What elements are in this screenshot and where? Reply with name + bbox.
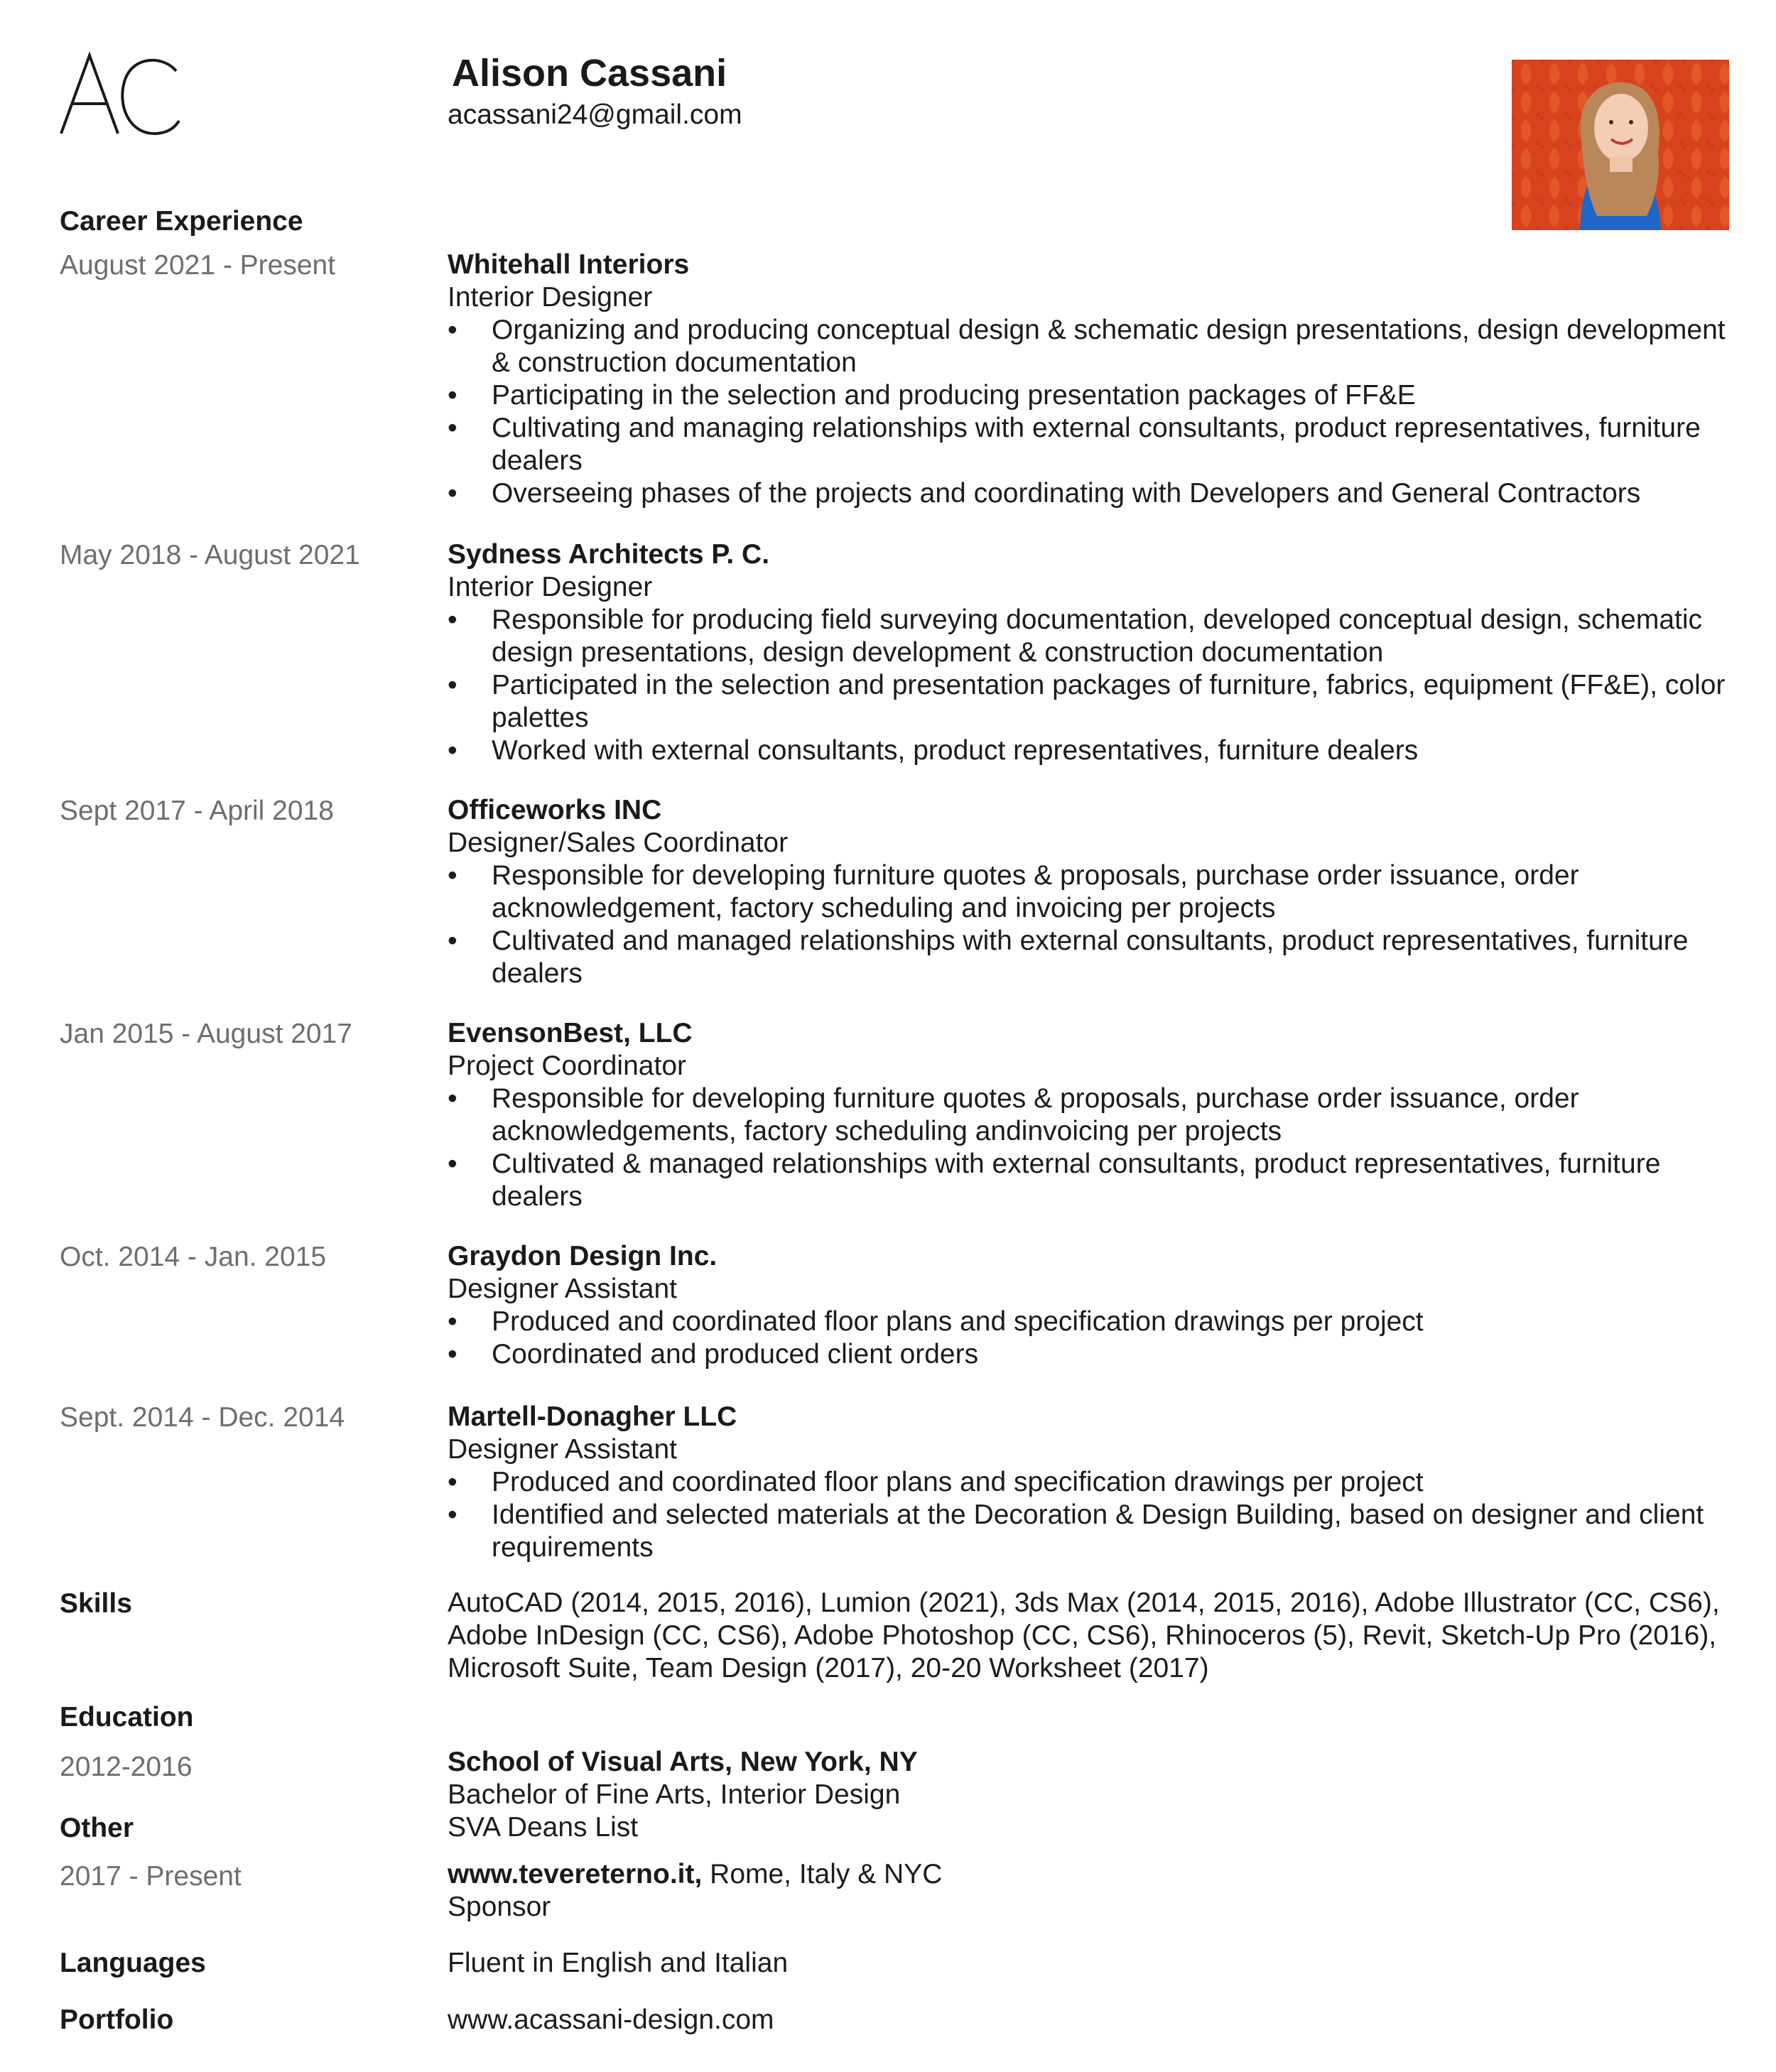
job-entry-martell bbox=[448, 1401, 1733, 1564]
other-date: 2017 - Present bbox=[60, 1861, 242, 1892]
school-name: School of Visual Arts, New York, NY bbox=[448, 1747, 918, 1777]
job-title: Project Coordinator bbox=[448, 1051, 686, 1081]
profile-photo bbox=[1512, 60, 1729, 230]
skills-list: AutoCAD (2014, 2015, 2016), Lumion (2021), 3ds Max (2014, 2015, 2016), Adobe Illustrator (CC, CS6), Adobe InDesign (CC, CS6), Adobe Photoshop (CC, CS6), Rhinoceros (5), Revit, Sketch-Up Pro (2016), Microsoft Suite, Team Design (2017), 20-20 Worksheet (2017) bbox=[448, 1588, 1720, 1683]
section-languages: Languages bbox=[60, 1948, 206, 1978]
job-bullet: • Participating in the selection and producing presentation packages of FF&E bbox=[448, 380, 1416, 411]
portfolio-link[interactable]: www.acassani-design.com bbox=[448, 2005, 774, 2035]
other-entry bbox=[448, 1858, 1733, 1924]
job-entry-graydon bbox=[448, 1240, 1733, 1371]
job-bullet: • Cultivated & managed relationships with external consultants, product representatives, furniture dealers bbox=[448, 1149, 1661, 1212]
job-bullets bbox=[448, 604, 1733, 767]
portrait-image bbox=[1512, 60, 1729, 230]
job-bullet: • Responsible for developing furniture quotes & proposals, purchase order issuance, order acknowledgements, factory scheduling andinvoicing per projects bbox=[448, 1083, 1579, 1146]
job-company: Martell-Donagher LLC bbox=[448, 1401, 737, 1432]
job-title: Interior Designer bbox=[448, 282, 653, 313]
job-date: August 2021 - Present bbox=[60, 250, 336, 281]
education-date: 2012-2016 bbox=[60, 1752, 193, 1782]
honor: SVA Deans List bbox=[448, 1812, 639, 1843]
job-bullet: • Produced and coordinated floor plans and specification drawings per project bbox=[448, 1467, 1424, 1497]
job-company: Graydon Design Inc. bbox=[448, 1241, 718, 1271]
job-bullet: • Produced and coordinated floor plans and specification drawings per project bbox=[448, 1306, 1424, 1337]
org-link[interactable]: www.tevereterno.it, bbox=[448, 1859, 703, 1889]
job-bullets bbox=[448, 1306, 1733, 1371]
job-bullet: • Organizing and producing conceptual design & schematic design presentations, design development & construction documentation bbox=[448, 315, 1726, 378]
job-bullets bbox=[448, 314, 1733, 510]
job-bullets bbox=[448, 1083, 1733, 1213]
section-portfolio: Portfolio bbox=[60, 2005, 174, 2035]
job-title: Designer Assistant bbox=[448, 1274, 677, 1304]
ac-logo bbox=[57, 50, 192, 142]
job-date: Oct. 2014 - Jan. 2015 bbox=[60, 1242, 327, 1272]
job-bullet: • Cultivating and managing relationships with external consultants, product representatives, furniture dealers bbox=[448, 413, 1701, 476]
job-bullet: • Responsible for producing field surveying documentation, developed conceptual design, schematic design presentations, design development & construction documentation bbox=[448, 604, 1703, 668]
education-entry bbox=[448, 1746, 1733, 1844]
job-date: Sept. 2014 - Dec. 2014 bbox=[60, 1402, 345, 1433]
job-entry-officeworks bbox=[448, 794, 1733, 990]
section-skills: Skills bbox=[60, 1588, 132, 1619]
job-bullet: • Cultivated and managed relationships with external consultants, product representatives, furniture dealers bbox=[448, 926, 1689, 989]
job-title: Designer Assistant bbox=[448, 1434, 677, 1465]
languages-text: Fluent in English and Italian bbox=[448, 1948, 789, 1978]
job-title: Designer/Sales Coordinator bbox=[448, 828, 789, 858]
job-company: Officeworks INC bbox=[448, 795, 662, 825]
job-entry-sydness bbox=[448, 538, 1733, 767]
section-education: Education bbox=[60, 1702, 194, 1732]
section-career-experience: Career Experience bbox=[60, 206, 303, 237]
ac-logo-mark bbox=[57, 50, 192, 142]
candidate-name: Alison Cassani bbox=[452, 52, 727, 94]
job-company: EvensonBest, LLC bbox=[448, 1018, 693, 1048]
job-bullet: • Identified and selected materials at the Decoration & Design Building, based on designer and client requirements bbox=[448, 1499, 1704, 1563]
job-date: Sept 2017 - April 2018 bbox=[60, 796, 334, 826]
job-bullet: • Coordinated and produced client orders bbox=[448, 1339, 979, 1369]
job-date: Jan 2015 - August 2017 bbox=[60, 1019, 352, 1049]
job-bullets bbox=[448, 859, 1733, 990]
job-bullet: • Overseeing phases of the projects and coordinating with Developers and General Contractors bbox=[448, 478, 1641, 509]
job-bullet: • Worked with external consultants, product representatives, furniture dealers bbox=[448, 735, 1419, 766]
job-bullet: • Responsible for developing furniture quotes & proposals, purchase order issuance, order acknowledgement, factory scheduling and invoicing per projects bbox=[448, 860, 1579, 923]
degree: Bachelor of Fine Arts, Interior Design bbox=[448, 1779, 901, 1810]
job-company: Sydness Architects P. C. bbox=[448, 539, 770, 570]
job-date: May 2018 - August 2021 bbox=[60, 540, 360, 570]
org-location: Rome, Italy & NYC bbox=[702, 1859, 943, 1889]
job-entry-evensonbest bbox=[448, 1017, 1733, 1213]
section-other: Other bbox=[60, 1813, 134, 1843]
email-address[interactable]: acassani24@gmail.com bbox=[448, 99, 742, 130]
job-bullet: • Participated in the selection and presentation packages of furniture, fabrics, equipment (FF&E), color palettes bbox=[448, 670, 1726, 733]
job-bullets bbox=[448, 1466, 1733, 1564]
job-entry-whitehall bbox=[448, 249, 1733, 510]
other-org-line bbox=[448, 1858, 1733, 1891]
job-company: Whitehall Interiors bbox=[448, 249, 690, 280]
other-role: Sponsor bbox=[448, 1892, 551, 1922]
job-title: Interior Designer bbox=[448, 572, 653, 602]
